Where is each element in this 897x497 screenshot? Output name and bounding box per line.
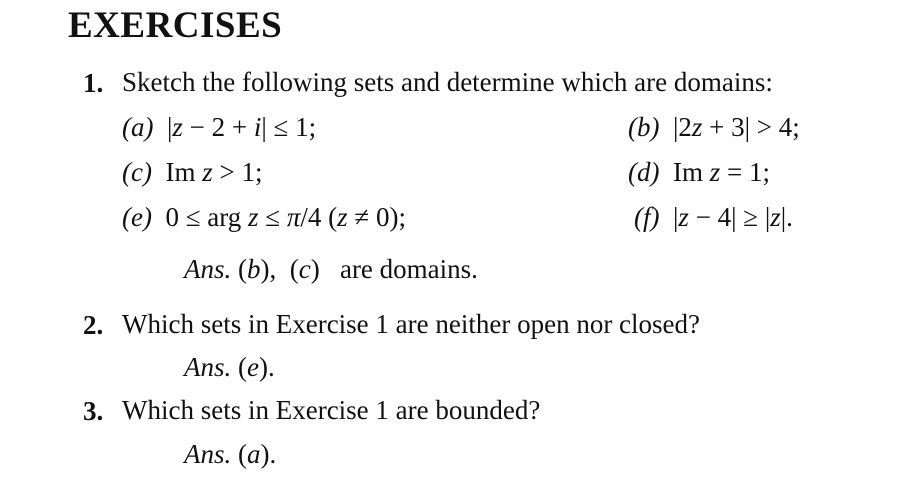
math-segment: a — [247, 439, 261, 469]
part-label: (a) — [122, 112, 167, 142]
math-segment: | — [672, 202, 679, 232]
math-segment: z — [172, 112, 183, 142]
math-segment: |. — [780, 202, 793, 232]
exercise-3-answer — [184, 439, 276, 470]
math-segment: z — [678, 202, 689, 232]
exercise-2-answer — [184, 352, 275, 383]
math-segment: ≠ 0); — [347, 202, 406, 232]
part-label: (f) — [634, 202, 673, 232]
part-label: (b) — [628, 112, 673, 142]
math-segment: 0 ≤ arg — [165, 202, 249, 232]
math-segment: /4 ( — [300, 202, 338, 232]
math-segment: | — [166, 112, 173, 142]
part-e — [122, 202, 406, 233]
part-label: (c) — [122, 157, 166, 187]
part-label: (d) — [628, 157, 673, 187]
math-segment: Ans. — [184, 352, 232, 382]
math-segment: − 2 + — [182, 112, 254, 142]
math-segment: z — [709, 157, 721, 187]
section-title: EXERCISES — [68, 5, 283, 46]
math-segment: z — [337, 202, 348, 232]
exercise-1-text: Sketch the following sets and determine which are domains: — [122, 67, 773, 97]
math-segment: − 4| ≥ | — [688, 202, 771, 232]
exercise-2-text: Which sets in Exercise 1 are neither open nor closed? — [122, 309, 701, 339]
part-c — [122, 157, 262, 188]
math-segment: Im — [165, 157, 203, 187]
exercise-3-number: 3. — [83, 396, 104, 426]
part-d — [628, 157, 770, 188]
math-segment: ) are domains. — [310, 254, 478, 284]
math-segment: z — [202, 157, 213, 187]
math-segment: > 1; — [212, 157, 263, 187]
part-f — [634, 202, 793, 233]
math-segment: ), ( — [260, 254, 299, 284]
math-segment: | ≤ 1; — [261, 112, 317, 142]
math-segment: = 1; — [720, 157, 770, 187]
math-segment: π — [286, 202, 301, 232]
math-segment: ). — [260, 439, 277, 469]
math-segment: Ans. — [184, 439, 232, 469]
math-segment: z — [770, 202, 781, 232]
math-segment: z — [248, 202, 259, 232]
exercise-1-number: 1. — [83, 68, 104, 98]
math-segment: ( — [231, 254, 247, 284]
exercise-3-text: Which sets in Exercise 1 are bounded? — [122, 395, 541, 425]
math-segment: + 3| > 4; — [702, 112, 800, 142]
math-segment: ≤ — [258, 202, 287, 232]
exercise-2-number: 2. — [83, 310, 104, 340]
exercise-1-answer — [184, 254, 478, 285]
math-segment: Im — [672, 157, 710, 187]
math-segment: ). — [258, 352, 275, 382]
part-label: (e) — [122, 202, 166, 232]
math-segment: b — [247, 254, 261, 284]
math-segment: i — [253, 112, 262, 142]
math-segment: Ans. — [184, 254, 232, 284]
math-segment: z — [691, 112, 703, 142]
part-a — [122, 112, 316, 143]
part-b — [628, 112, 800, 143]
math-segment: c — [298, 254, 311, 284]
math-segment: |2 — [672, 112, 692, 142]
math-segment: e — [247, 352, 259, 382]
math-segment: ( — [231, 352, 247, 382]
math-segment: ( — [231, 439, 247, 469]
